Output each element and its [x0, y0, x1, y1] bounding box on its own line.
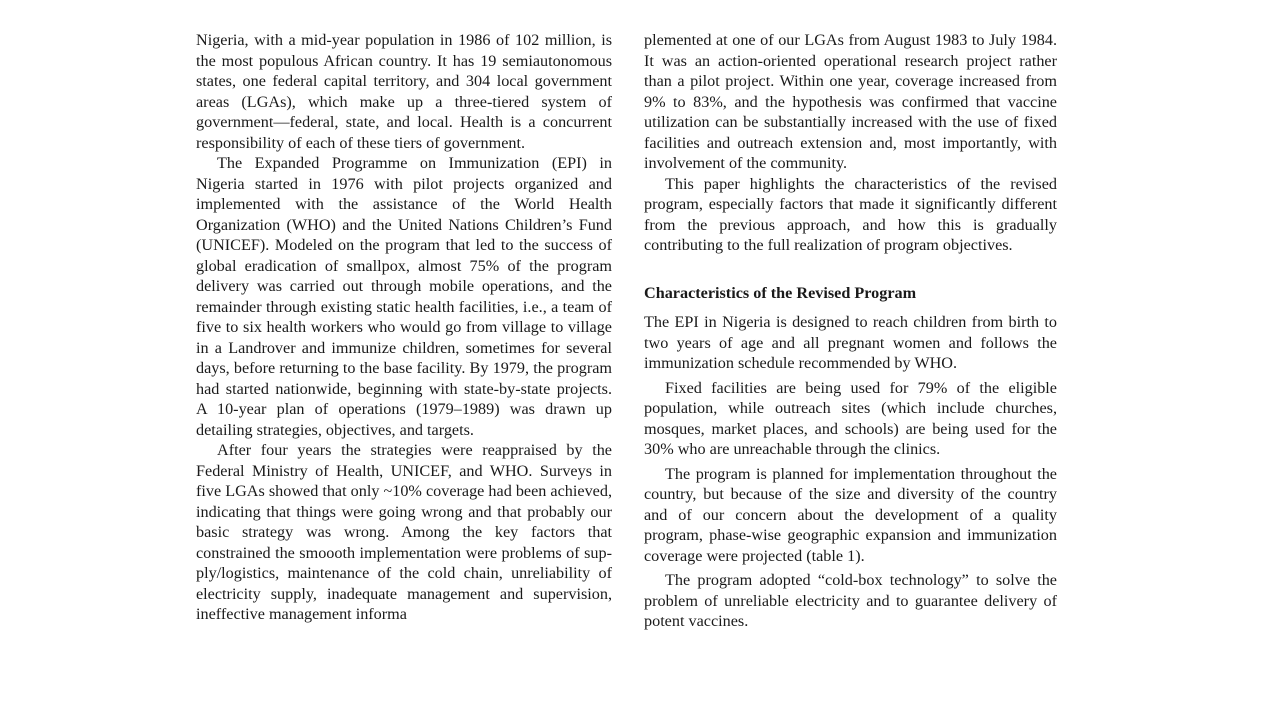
paragraph-implementation-plan: The program is planned for implementation throughout the country, but because of the size and diversity of the country and of our concern about the development of a quality program, phase-wise geographic expansion and immunization coverage were projected (table 1). — [644, 464, 1057, 565]
section-heading-revised-program: Characteristics of the Revised Program — [644, 283, 917, 302]
paragraph-epi-design: The EPI in Nigeria is designed to reach children from birth to two years of age and all pregnant women and follows the immunization schedule recommended by WHO. — [644, 313, 1057, 372]
paragraph-epi-history: The Expanded Programme on Immunization (EPI) in Nigeria started in 1976 with pilot projects organized and implemented with the assistance of the World Health Organization (WHO) and the United Nations Children’s Fund (UNICEF). Modeled on the program that led to the success of global eradication of smallpox, almost 75% of the program delivery was carried out through mobile operations, and the remainder through existing static health facilities, i.e., a team of five to six health workers who would go from village to village in a Landrover and immunize children, sometimes for several days, before returning to the base facility. By 1979, the program had started nationwide, beginning with state-by-state projects. A 10-year plan of operations (1979–1989) was drawn up detailing strategies, objectives, and targets. — [196, 154, 612, 439]
left-column — [196, 30, 612, 625]
paragraph-fixed-facilities: Fixed facilities are being used for 79% of the eligible population, while outreach sites (which include churches, mosques, market places, and schools) are being used for the 30% who are unreachable through the clinics. — [644, 378, 1057, 458]
paragraph-operational-research: plemented at one of our LGAs from August 1983 to July 1984. It was an action-oriented operational research project rather than a pilot project. Within one year, coverage increased from 9% to 83%, and the hypothesis was confirmed that vaccine utilization can be substantially increased with the use of fixed facilities and outreach extension and, most importantly, with involvement of the community. — [644, 31, 1057, 172]
paragraph-strategy-reappraisal: After four years the strategies were reappraised by the Federal Ministry of Health, UNICEF, and WHO. Surveys in five LGAs showed that only ~10% coverage had been achieved, indicating that things were going wrong and that probably our basic strategy was wrong. Among the key factors that constrained the smoooth implementation were problems of supply/logistics, maintenance of the cold chain, unreliability of electricity supply, inadequate management and supervision, ineffective management informa — [196, 441, 612, 623]
right-column — [644, 30, 1057, 632]
paragraph-nigeria-overview: Nigeria, with a mid-year population in 1986 of 102 million, is the most populous African country. It has 19 semiautonomous states, one federal capital territory, and 304 local government areas (LGAs), which make up a three-tiered system of government—federal, state, and local. Health is a concurrent responsibility of each of these tiers of government. — [196, 31, 612, 152]
paragraph-paper-highlights: This paper highlights the characteristics of the revised program, especially factors that made it significantly different from the previous approach, and how this is gradually contributing to the full realization of program objectives. — [644, 174, 1057, 254]
paragraph-cold-box: The program adopted “cold-box technology” to solve the problem of unreliable electricity and to guarantee delivery of potent vaccines. — [644, 571, 1057, 630]
